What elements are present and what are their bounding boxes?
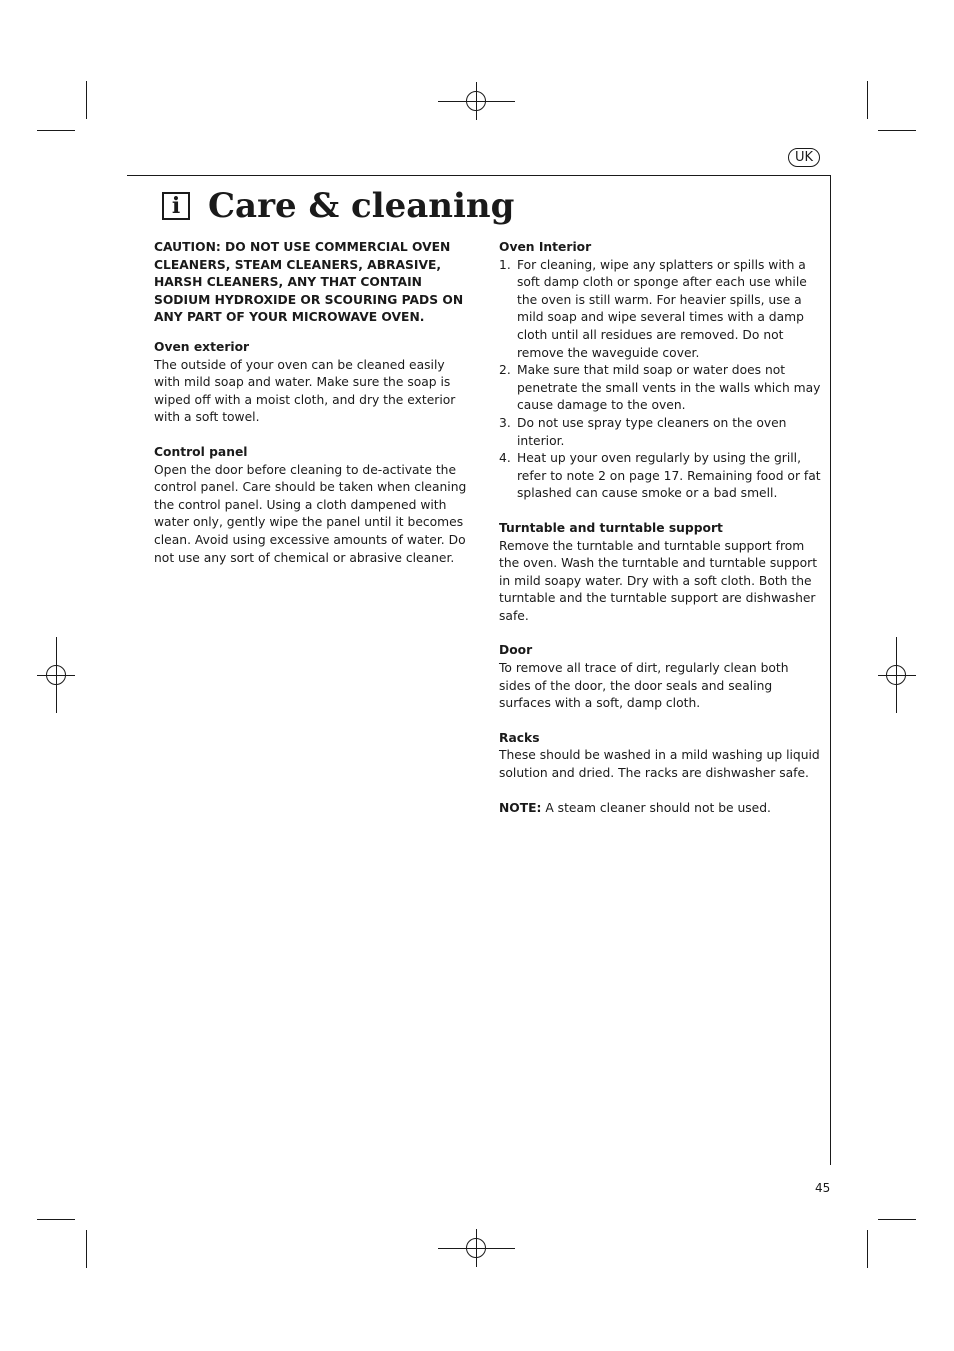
crop-mark — [86, 81, 87, 119]
header-rule — [127, 175, 831, 176]
list-item: 3. Do not use spray type cleaners on the oven interior. — [499, 415, 787, 448]
registration-mark — [46, 665, 66, 685]
section-heading-door: Door — [499, 643, 533, 658]
note-text: A steam cleaner should not be used. — [541, 800, 771, 815]
section-text-racks: These should be washed in a mild washing up liquid solution and dried. The racks are dishwasher safe. — [499, 748, 820, 781]
country-badge: UK — [788, 148, 820, 167]
info-icon: i — [162, 192, 190, 220]
crop-mark — [867, 81, 868, 119]
section-heading-control-panel: Control panel — [154, 444, 248, 459]
note — [499, 800, 821, 818]
margin-rule — [830, 175, 831, 1165]
title-row — [162, 183, 514, 229]
left-column — [154, 239, 474, 584]
note-label: NOTE: — [499, 800, 542, 815]
crop-mark — [878, 130, 916, 131]
crop-mark — [37, 1219, 75, 1220]
right-column — [499, 239, 821, 834]
section-text-turntable: Remove the turntable and turntable support from the oven. Wash the turntable and turntable support in mild soapy water. Dry with a soft cloth. Both the turntable and the turntable support are dishwasher safe. — [499, 538, 818, 623]
registration-mark — [886, 665, 906, 685]
list-item: 1. For cleaning, wipe any splatters or spills with a soft damp cloth or sponge after each use while the oven is still warm. For heavier spills, use a mild soap and wipe several times with a damp cloth until all residues are removed. Do not remove the waveguide cover. — [499, 257, 807, 360]
list-item: 4. Heat up your oven regularly by using the grill, refer to note 2 on page 17. Remaining food or fat splashed can cause smoke or a bad smell. — [499, 451, 821, 501]
oven-interior-list — [499, 257, 821, 503]
section-text-control-panel: Open the door before cleaning to de-activate the control panel. Care should be taken when cleaning the control panel. Using a cloth dampened with water only, gently wipe the panel until it becomes clean. Avoid using excessive amounts of water. Do not use any sort of chemical or abrasive cleaner. — [154, 462, 467, 565]
crop-mark — [37, 130, 75, 131]
registration-mark — [466, 1238, 486, 1258]
section-heading-turntable: Turntable and turntable support — [499, 520, 723, 535]
page-title: Care & cleaning — [208, 186, 515, 226]
section-text-oven-exterior: The outside of your oven can be cleaned easily with mild soap and water. Make sure the soap is wiped off with a moist cloth, and dry the exterior with a soft towel. — [154, 357, 456, 425]
caution-warning: CAUTION: DO NOT USE COMMERCIAL OVEN CLEANERS, STEAM CLEANERS, ABRASIVE, HARSH CLEANERS, ANY THAT CONTAIN SODIUM HYDROXIDE OR SCOURING PADS ON ANY PART OF YOUR MICROWAVE OVEN. — [154, 240, 464, 325]
page-number: 45 — [815, 1181, 831, 1195]
list-item: 2. Make sure that mild soap or water does not penetrate the small vents in the walls which may cause damage to the oven. — [499, 363, 821, 413]
crop-mark — [867, 1230, 868, 1268]
section-text-door: To remove all trace of dirt, regularly clean both sides of the door, the door seals and sealing surfaces with a soft, damp cloth. — [499, 661, 789, 711]
section-heading-oven-interior: Oven Interior — [499, 240, 592, 254]
section-heading-racks: Racks — [499, 730, 540, 745]
crop-mark — [86, 1230, 87, 1268]
section-heading-oven-exterior: Oven exterior — [154, 339, 250, 354]
registration-mark — [466, 91, 486, 111]
crop-mark — [878, 1219, 916, 1220]
